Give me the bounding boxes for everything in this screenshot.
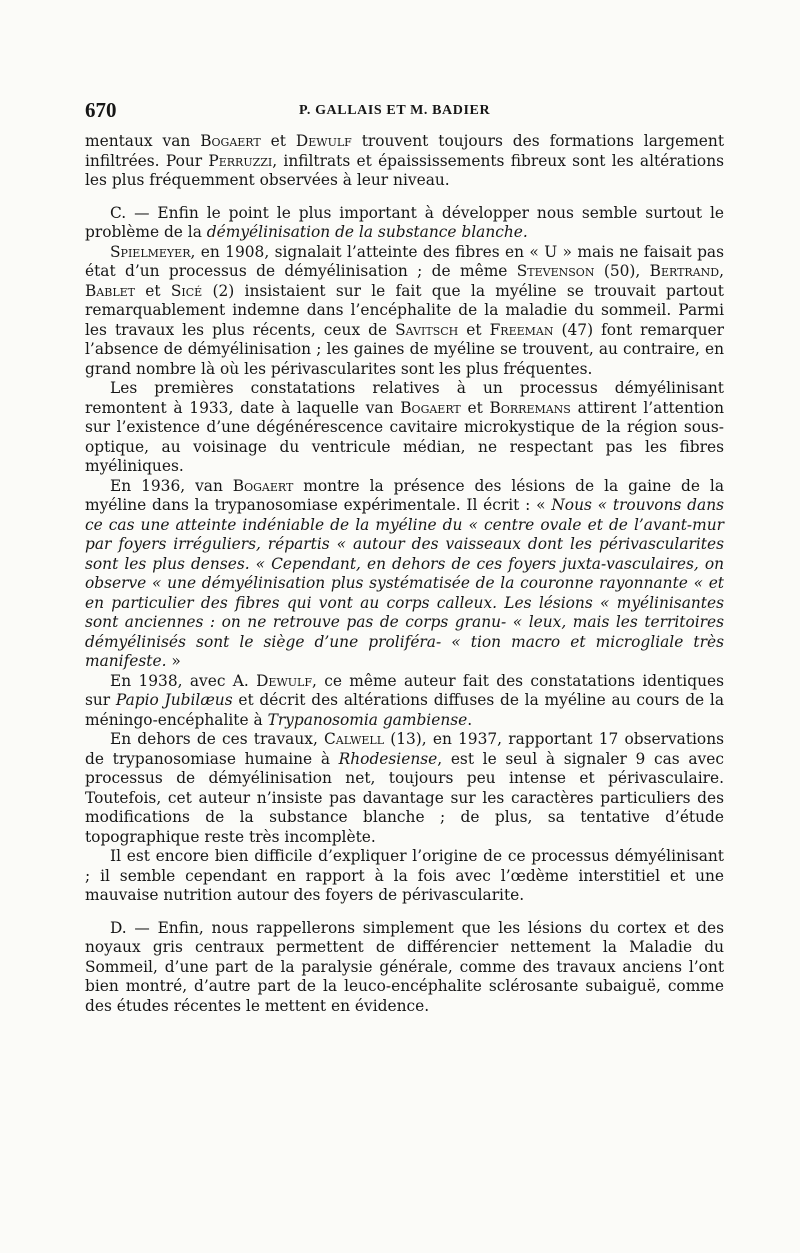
- paragraph-1933: Les premières constatations relatives à un processus démyélinisant remontent à 1933, date à laquelle van Bogaert et Borremans attirent l’attention sur l’existence d’une dégénérescence cavitaire microkystique de la région sous-optique, au voisinage du ventricule médian, ne respectant pas les fibres myéliniques.: [85, 379, 725, 475]
- page-header: [85, 98, 724, 132]
- paragraph-section-d: D. — Enfin, nous rappellerons simplement que les lésions du cortex et des noyaux gris centraux permettent de différencier nettement la Maladie du Sommeil, d’une part de la paralysie générale, comme des travaux anciens l’ont bien montré, d’autre part de la leuco-encéphalite sclérosante subaiguë, comme des études récentes le mettent en évidence.: [85, 918, 724, 1015]
- paragraph-section-c: C. — Enfin le point le plus important à développer nous semble surtout le problème de la démyélinisation de la substance blanche.: [85, 203, 724, 241]
- running-head: P. GALLAIS ET M. BADIER: [299, 103, 491, 118]
- section-gap: [85, 906, 724, 919]
- paragraph-continuation: mentaux van Bogaert et Dewulf trouvent toujours des formations largement infiltrées. Pour Perruzzi, infiltrats et épaississements fibreux sont les altérations les plus fréquemment observées à leur niveau.: [85, 132, 725, 189]
- section-gap: [85, 191, 724, 204]
- body-text: [85, 132, 724, 1016]
- paragraph-spielmeyer: Spielmeyer, en 1908, signalait l’atteinte des fibres en « U » mais ne faisait pas état d’un processus de démyélinisation ; de même Stevenson (50), Bertrand, Bablet et Sicé (2) insistaient sur le fait que la myéline se trouvait partout remarquablement indemne dans l’encéphalite de la maladie du sommeil. Parmi les travaux les plus récents, ceux de Savitsch et Freeman (47) font remarquer l’absence de démyélinisation ; les gaines de myéline se trouvent, au contraire, en grand nombre là où les périvascularites sont les plus fréquentes.: [85, 242, 725, 378]
- page-number: 670: [85, 98, 117, 122]
- book-page: [85, 98, 724, 1016]
- quotation: Nous « trouvons dans ce cas une atteinte indéniable de la myéline du « centre ovale et de l’avant-mur par foyers irréguliers, répartis « autour des vaisseaux dont les périvascularites sont les plus denses. « Cependant, en dehors de ces foyers juxta-vasculaires, on observe « une démyélinisation plus systématisée de la couronne rayonnante « et en particulier des fibres qui vont au corps calleux. Les lésions « myélinisantes sont anciennes : on ne retrouve pas de corps granu- « leux, mais les territoires démyélinisés sont le siège d’une proliféra- « tion macro et microgliale très manifeste.: [85, 496, 725, 670]
- paragraph-1936: En 1936, van Bogaert montre la présence des lésions de la gaine de la myéline dans la trypanosomiase expérimentale. Il écrit : « Nous « trouvons dans ce cas une atteinte indéniable de la myéline du « centre ovale et de l’avant-mur par foyers irréguliers, répartis « autour des vaisseaux dont les périvascularites sont les plus denses. « Cependant, en dehors de ces foyers juxta-vasculaires, on observe « une démyélinisation plus systématisée de la couronne rayonnante « et en particulier des fibres qui vont au corps calleux. Les lésions « myélinisantes sont anciennes : on ne retrouve pas de corps granu- « leux, mais les territoires démyélinisés sont le siège d’une proliféra- « tion macro et microgliale très manifeste. »: [85, 476, 725, 670]
- paragraph-1938: En 1938, avec A. Dewulf, ce même auteur fait des constatations identiques sur Papio Jubilæus et décrit des altérations diffuses de la myéline au cours de la méningo-encéphalite à Trypanosomia gambiense.: [85, 671, 725, 729]
- paragraph-calwell: En dehors de ces travaux, Calwell (13), en 1937, rapportant 17 observations de trypanosomiase humaine à Rhodesiense, est le seul à signaler 9 cas avec processus de démyélinisation net, toujours peu intense et périvasculaire. Toutefois, cet auteur n’insiste pas davantage sur les caractères particuliers des modifications de la substance blanche ; de plus, sa tentative d’étude topographique reste très incomplète.: [85, 730, 724, 846]
- paragraph-origin: Il est encore bien difficile d’expliquer l’origine de ce processus démyélinisant ; il semble cependant en rapport à la fois avec l’œdème interstitiel et une mauvaise nutrition autour des foyers de périvascularite.: [85, 847, 724, 904]
